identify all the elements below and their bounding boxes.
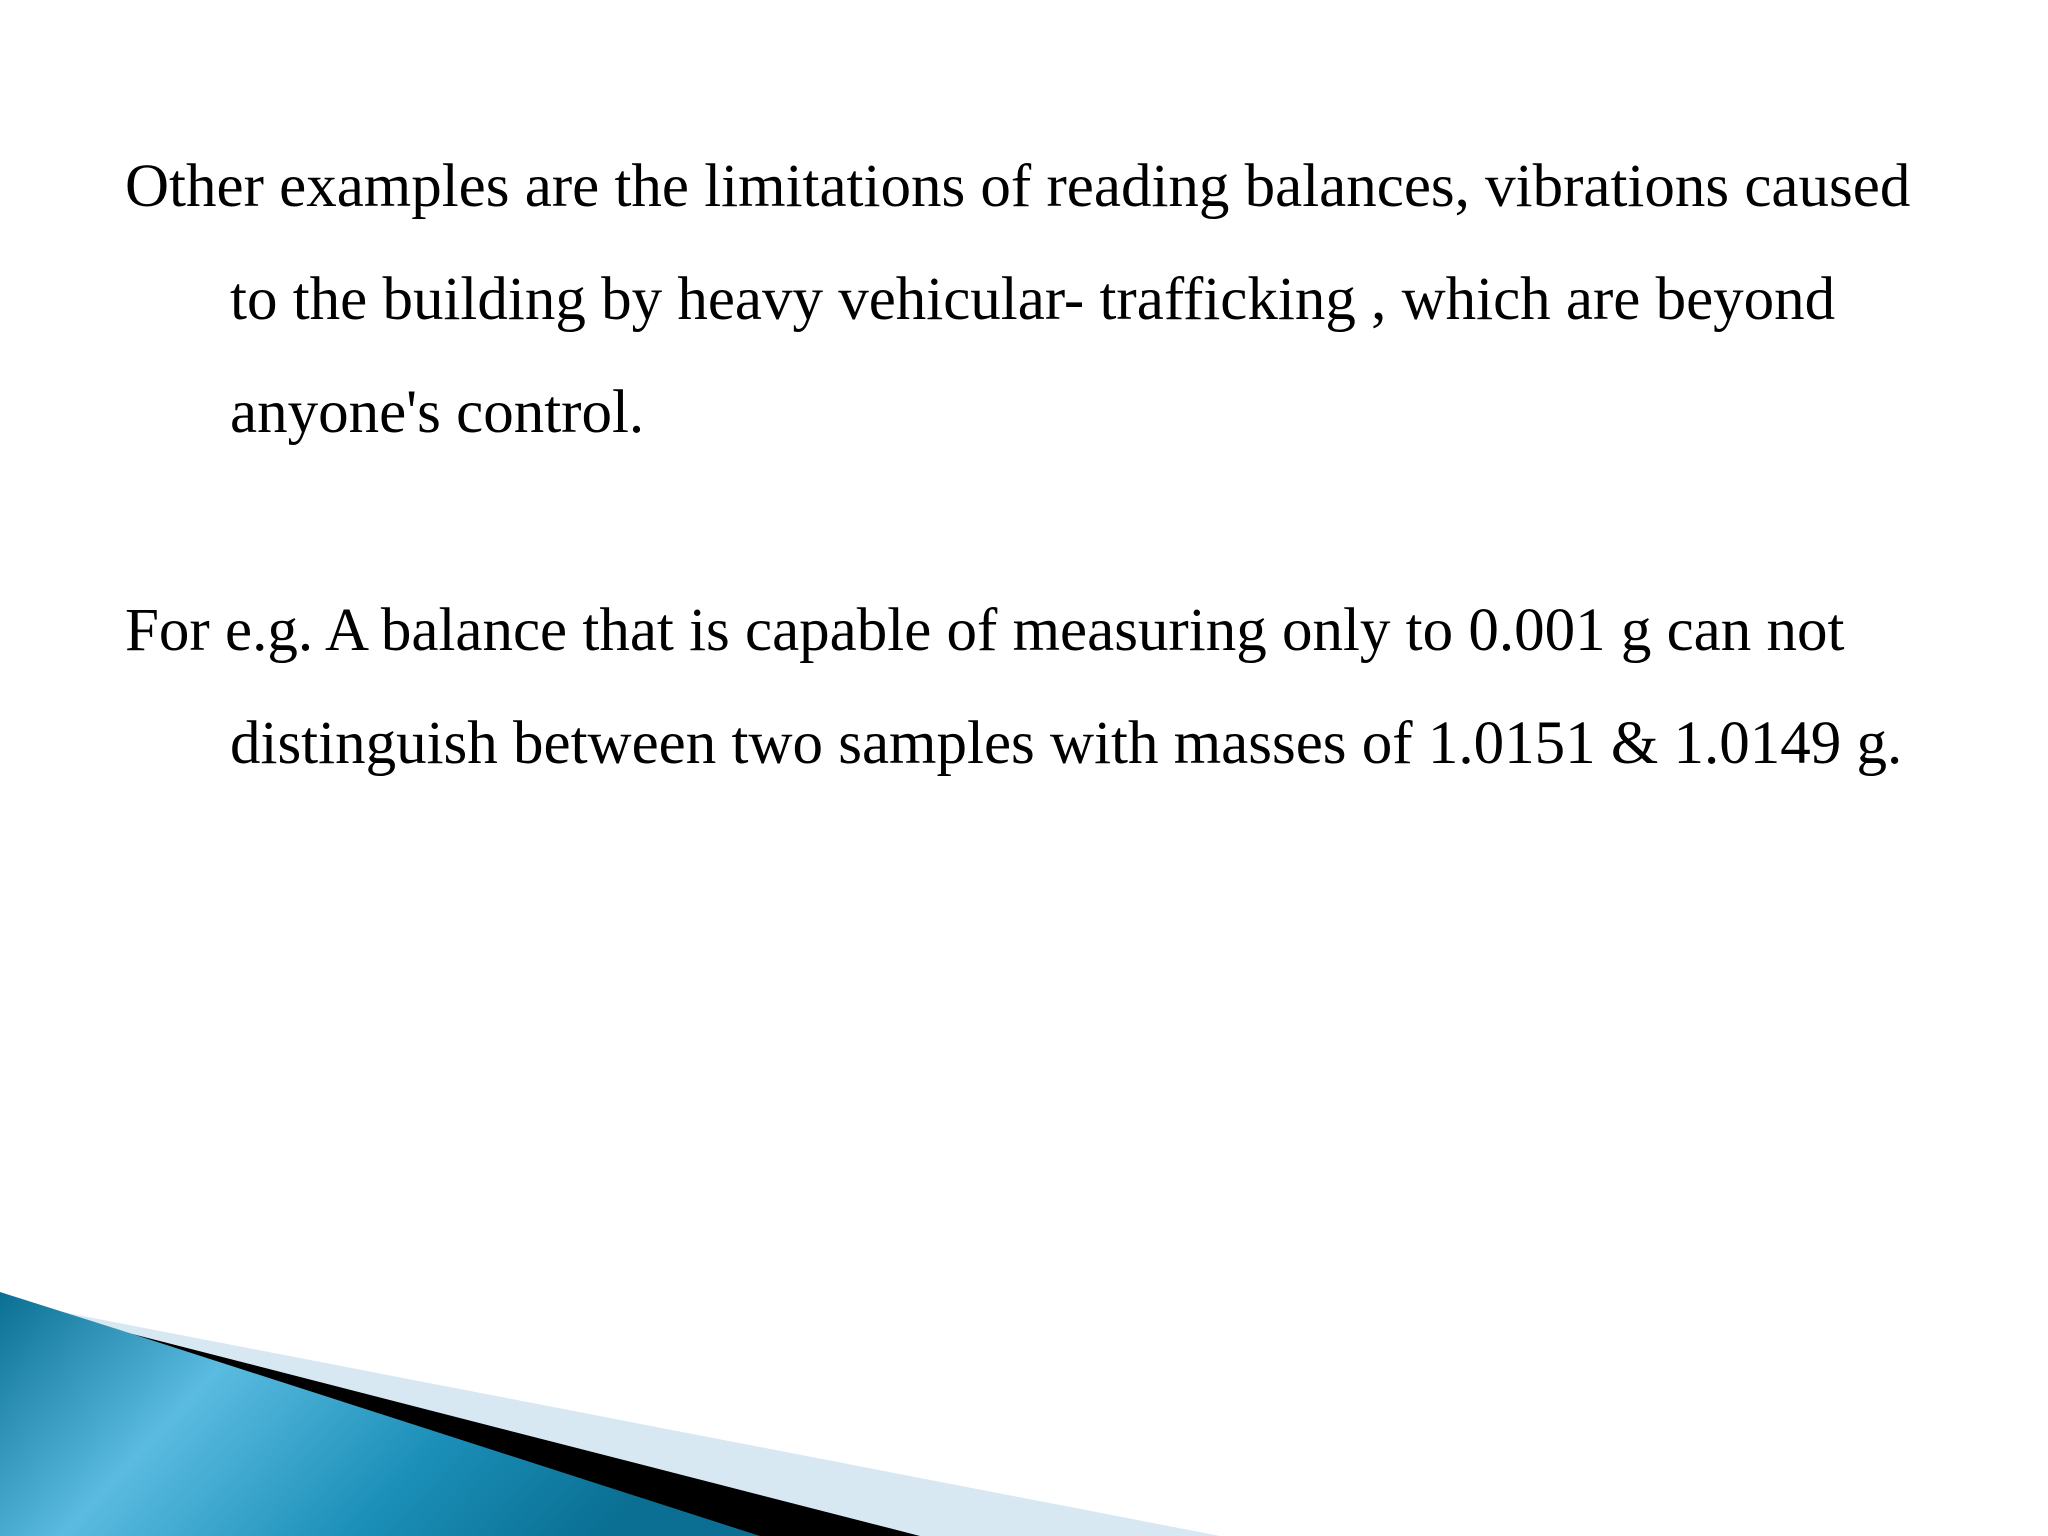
swoosh-black-stripe — [0, 1300, 920, 1536]
slide-body — [125, 130, 1925, 800]
paragraph-other-examples: Other examples are the limitations of reading balances, vibrations caused to the building by heavy vehicular- trafficking , which are beyond anyone's control. — [125, 153, 1911, 446]
swoosh-blue-band — [0, 1292, 760, 1536]
swoosh-pale-band — [0, 1300, 1220, 1536]
paragraph-example-balance: For e.g. A balance that is capable of measuring only to 0.001 g can not distinguish between two samples with masses of 1.0151 & 1.0149 g. — [125, 597, 1903, 777]
